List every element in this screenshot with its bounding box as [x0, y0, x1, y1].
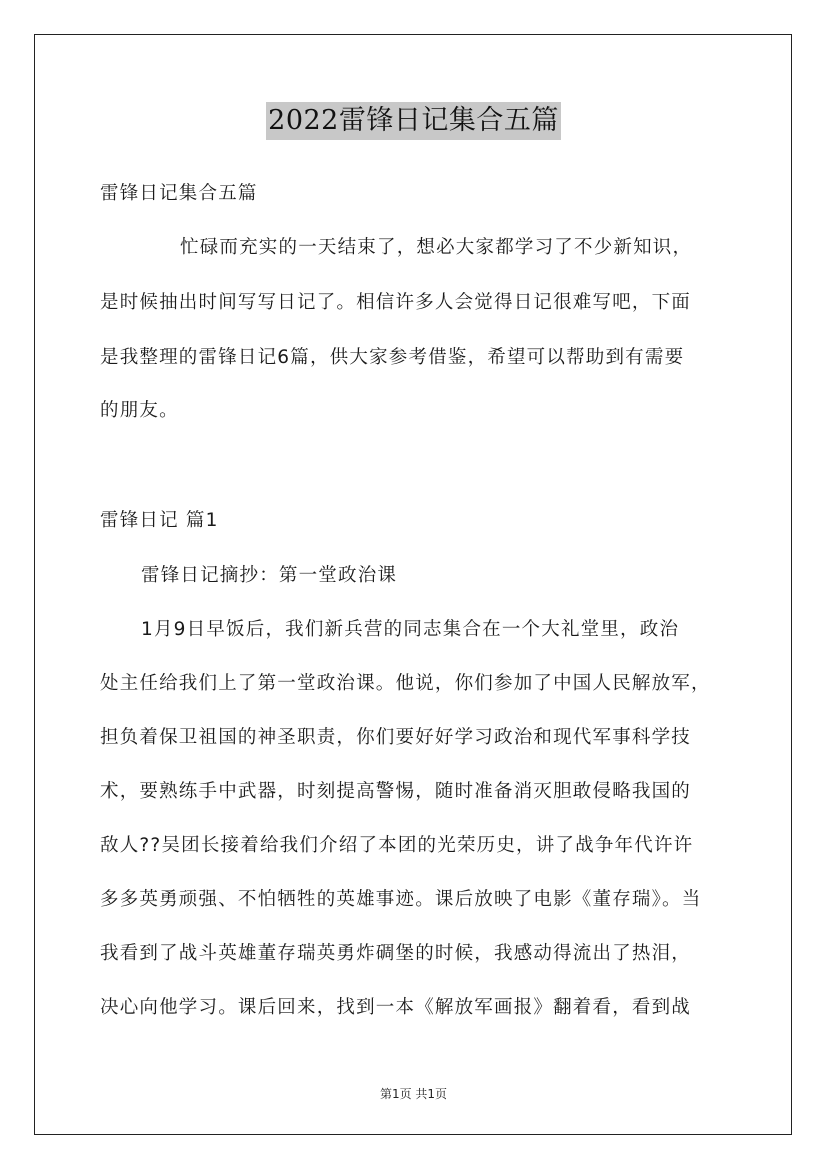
- paragraph-line: 担负着保卫祖国的神圣职责，你们要好好学习政治和现代军事科学技: [100, 727, 692, 748]
- paragraph-line: 多多英勇顽强、不怕牺牲的英雄事迹。课后放映了电影《董存瑞》。当: [100, 889, 702, 910]
- paragraph-line: 决心向他学习。课后回来，找到一本《解放军画报》翻着看，看到战: [100, 997, 692, 1018]
- paragraph-line: 是时候抽出时间写写日记了。相信许多人会觉得日记很难写吧，下面: [100, 292, 692, 313]
- paragraph-line: 1月9日早饭后，我们新兵营的同志集合在一个大礼堂里，政治: [141, 619, 680, 640]
- document-title: 2022雷锋日记集合五篇: [266, 102, 561, 140]
- paragraph-line: 是我整理的雷锋日记6篇，供大家参考借鉴，希望可以帮助到有需要: [100, 347, 685, 368]
- section-heading: 雷锋日记集合五篇: [100, 183, 258, 204]
- page-footer: 第1页 共1页: [379, 1087, 448, 1101]
- paragraph-line: 处主任给我们上了第一堂政治课。他说，你们参加了中国人民解放军，: [100, 673, 711, 694]
- paragraph-line: 的朋友。: [100, 400, 179, 421]
- paragraph-line: 敌人??吴团长接着给我们介绍了本团的光荣历史，讲了战争年代许许: [100, 835, 694, 856]
- section-heading: 雷锋日记 篇1: [100, 510, 219, 531]
- paragraph-line: 我看到了战斗英雄董存瑞英勇炸碉堡的时候，我感动得流出了热泪，: [100, 943, 692, 964]
- paragraph-line: 术，要熟练手中武器，时刻提高警惕，随时准备消灭胆敢侵略我国的: [100, 781, 692, 802]
- title-container: [0, 102, 827, 140]
- paragraph-line: 忙碌而充实的一天结束了，想必大家都学习了不少新知识，: [180, 237, 693, 258]
- subheading-line: 雷锋日记摘抄：第一堂政治课: [141, 565, 398, 586]
